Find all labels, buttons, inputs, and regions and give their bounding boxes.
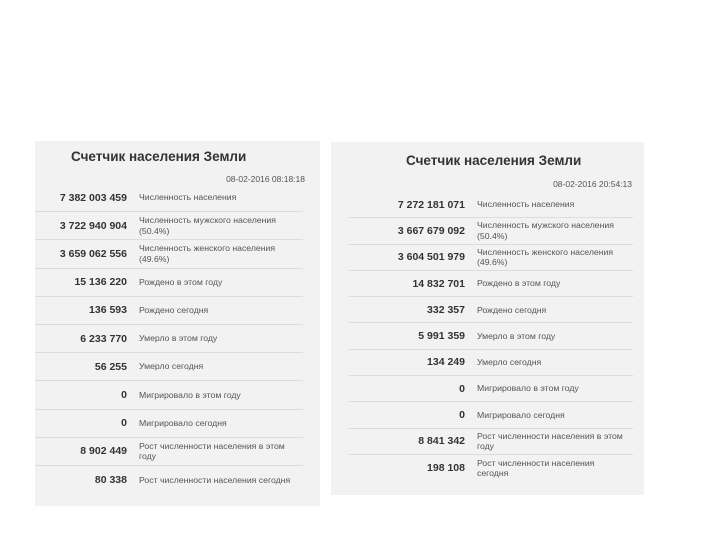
stat-value: 0	[459, 382, 465, 395]
stat-value: 15 136 220	[74, 276, 127, 289]
stat-row-growth-today	[35, 466, 303, 494]
stat-row-migration-today	[349, 402, 633, 428]
stat-label: Умерло сегодня	[139, 361, 204, 372]
stat-value: 3 722 940 904	[59, 219, 127, 232]
stat-value: 0	[121, 417, 127, 430]
stat-label: Рост численности населения в этом году	[139, 440, 285, 462]
stats-list	[349, 192, 633, 481]
stat-row-female-population	[35, 240, 303, 268]
stat-label: Умерло в этом году	[477, 330, 556, 341]
stat-value: 136 593	[89, 304, 127, 317]
stat-row-births-year	[349, 271, 633, 297]
stat-row-deaths-year	[349, 323, 633, 349]
stat-label: Умерло сегодня	[477, 357, 542, 368]
stat-value: 5 991 359	[418, 330, 465, 343]
population-counter-panel-left	[35, 141, 320, 506]
stat-label: Мигрировало в этом году	[477, 383, 579, 394]
stat-row-growth-year	[35, 438, 303, 466]
population-counter-panel-right	[331, 142, 644, 495]
stat-value: 8 841 342	[418, 435, 465, 448]
stat-label: Мигрировало сегодня	[139, 417, 227, 428]
stat-row-deaths-year	[35, 325, 303, 353]
stat-label: Рост численности населения сегодня	[139, 474, 291, 485]
stat-row-births-today	[35, 297, 303, 325]
stat-row-deaths-today	[35, 353, 303, 381]
stat-value: 14 832 701	[412, 277, 465, 290]
stat-row-migration-year	[35, 381, 303, 409]
stat-value: 332 357	[427, 303, 465, 316]
stat-row-deaths-today	[349, 350, 633, 376]
stat-label: Мигрировало сегодня	[477, 409, 565, 420]
panel-title: Счетчик населения Земли	[406, 153, 582, 168]
panel-timestamp: 08-02-2016 08:18:18	[226, 174, 305, 184]
stat-value: 0	[459, 409, 465, 422]
stat-value: 3 604 501 979	[397, 251, 465, 264]
stat-row-population	[349, 192, 633, 218]
stat-label: Численность мужского населения (50.4%)	[477, 220, 614, 241]
stat-value: 3 659 062 556	[59, 247, 127, 260]
stat-value: 56 255	[94, 360, 127, 373]
stat-row-growth-year	[349, 429, 633, 455]
stat-row-male-population	[349, 218, 633, 244]
stat-value: 80 338	[94, 473, 127, 486]
stat-label: Рождено сегодня	[139, 305, 209, 316]
stat-row-growth-today	[349, 455, 633, 481]
stat-row-male-population	[35, 212, 303, 240]
stat-label: Численность женского населения (49.6%)	[477, 246, 614, 268]
stat-row-female-population	[349, 245, 633, 271]
stat-row-migration-today	[35, 410, 303, 438]
stat-row-births-today	[349, 297, 633, 323]
stat-value: 8 902 449	[80, 445, 127, 458]
stat-row-migration-year	[349, 376, 633, 402]
stat-label: Рождено сегодня	[477, 304, 547, 315]
stat-label: Численность женского населения (49.6%)	[139, 243, 276, 264]
stat-label: Рост численности населения сегодня	[477, 457, 595, 479]
stat-label: Численность населения	[139, 192, 237, 203]
stat-row-population	[35, 184, 303, 212]
panel-timestamp: 08-02-2016 20:54:13	[553, 179, 632, 189]
stat-value: 7 382 003 459	[59, 191, 127, 204]
stat-row-births-year	[35, 269, 303, 297]
stat-label: Рождено в этом году	[139, 276, 223, 287]
stat-value: 134 249	[427, 356, 465, 369]
stat-label: Рождено в этом году	[477, 278, 561, 289]
stat-value: 7 272 181 071	[397, 198, 465, 211]
stat-label: Численность населения	[477, 199, 575, 210]
stat-value: 3 667 679 092	[397, 224, 465, 237]
stat-value: 0	[121, 388, 127, 401]
stat-value: 6 233 770	[80, 332, 127, 345]
stats-list	[35, 184, 303, 494]
stat-label: Умерло в этом году	[139, 333, 218, 344]
stat-label: Численность мужского населения (50.4%)	[139, 215, 276, 236]
stat-label: Рост численности населения в этом году	[477, 430, 623, 452]
stat-label: Мигрировало в этом году	[139, 389, 241, 400]
stat-value: 198 108	[427, 462, 465, 475]
panel-title: Счетчик населения Земли	[71, 149, 247, 164]
